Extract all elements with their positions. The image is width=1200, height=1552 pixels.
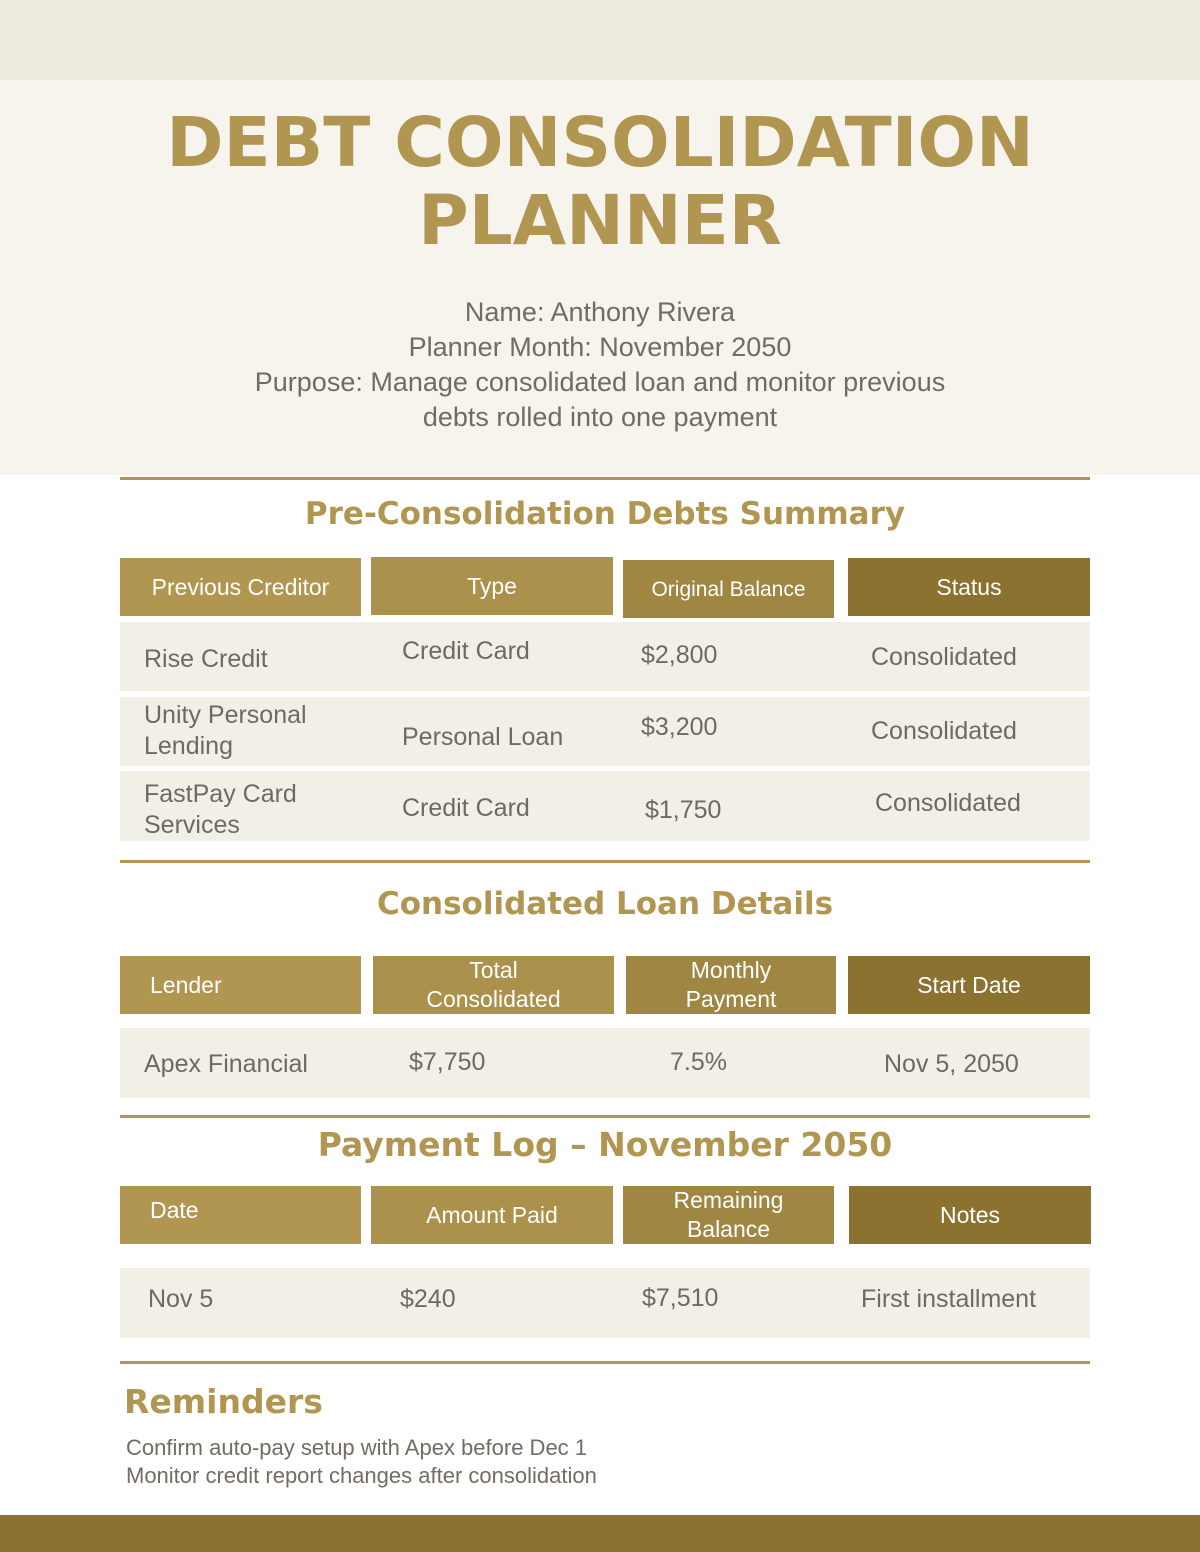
header-monthly-payment: Monthly Payment bbox=[626, 956, 836, 1014]
status-cell: Consolidated bbox=[875, 789, 1021, 817]
top-strip bbox=[0, 0, 1200, 80]
creditor-cell: Rise Credit bbox=[144, 645, 268, 673]
meta-name: Name: Anthony Rivera bbox=[464, 297, 736, 327]
bottom-bar bbox=[0, 1515, 1200, 1552]
header-remaining-balance: Remaining Balance bbox=[623, 1186, 834, 1244]
table-row bbox=[120, 771, 1090, 841]
meta-purpose-line-2: debts rolled into one payment bbox=[422, 402, 778, 432]
loan-details-title: Consolidated Loan Details bbox=[376, 886, 834, 922]
header-original-balance: Original Balance bbox=[623, 560, 834, 618]
type-cell: Credit Card bbox=[402, 637, 530, 665]
header-date: Date bbox=[120, 1186, 361, 1244]
balance-cell: $1,750 bbox=[645, 796, 722, 824]
start-date-cell: Nov 5, 2050 bbox=[884, 1050, 1019, 1078]
payment-log-title: Payment Log – November 2050 bbox=[317, 1125, 893, 1164]
type-cell: Credit Card bbox=[402, 794, 530, 822]
header-type: Type bbox=[371, 557, 613, 615]
meta-month: Planner Month: November 2050 bbox=[408, 332, 792, 362]
pre-consolidation-title: Pre-Consolidation Debts Summary bbox=[304, 496, 906, 532]
reminders-list bbox=[126, 1434, 597, 1490]
table-row bbox=[120, 1028, 1090, 1098]
header-total-consolidated: Total Consolidated bbox=[373, 956, 614, 1014]
amount-cell: $240 bbox=[400, 1285, 456, 1313]
balance-cell: $2,800 bbox=[641, 641, 718, 669]
creditor-cell: FastPay Card Services bbox=[144, 780, 297, 839]
title-line-2: PLANNER bbox=[418, 181, 782, 261]
header-amount-paid: Amount Paid bbox=[371, 1186, 613, 1244]
table-row bbox=[120, 622, 1090, 691]
table-row bbox=[120, 1268, 1090, 1338]
notes-cell: First installment bbox=[861, 1285, 1037, 1313]
reminders-title: Reminders bbox=[124, 1382, 323, 1421]
lender-cell: Apex Financial bbox=[144, 1050, 308, 1078]
creditor-cell: Unity Personal Lending bbox=[144, 701, 307, 760]
divider-3 bbox=[120, 1115, 1090, 1118]
monthly-cell: 7.5% bbox=[670, 1048, 727, 1076]
status-cell: Consolidated bbox=[871, 717, 1017, 745]
header-previous-creditor: Previous Creditor bbox=[120, 558, 361, 616]
balance-cell: $3,200 bbox=[641, 713, 718, 741]
header-lender: Lender bbox=[120, 956, 361, 1014]
table-row bbox=[120, 697, 1090, 766]
reminder-item: Confirm auto-pay setup with Apex before Dec 1 bbox=[126, 1435, 588, 1460]
header-notes: Notes bbox=[849, 1186, 1091, 1244]
divider-4 bbox=[120, 1361, 1090, 1364]
reminder-item: Monitor credit report changes after consolidation bbox=[126, 1463, 597, 1488]
planner-meta bbox=[0, 295, 1200, 435]
header-start-date: Start Date bbox=[848, 956, 1090, 1014]
title-line-1: DEBT CONSOLIDATION bbox=[166, 103, 1034, 183]
header-status: Status bbox=[848, 558, 1090, 616]
page-title bbox=[0, 104, 1200, 260]
type-cell: Personal Loan bbox=[402, 723, 564, 751]
date-cell: Nov 5 bbox=[148, 1285, 214, 1313]
total-cell: $7,750 bbox=[409, 1048, 486, 1076]
remaining-cell: $7,510 bbox=[642, 1284, 719, 1312]
status-cell: Consolidated bbox=[871, 643, 1017, 671]
meta-purpose-line-1: Purpose: Manage consolidated loan and monitor previous bbox=[254, 367, 946, 397]
divider-2 bbox=[120, 860, 1090, 863]
divider-1 bbox=[120, 477, 1090, 480]
